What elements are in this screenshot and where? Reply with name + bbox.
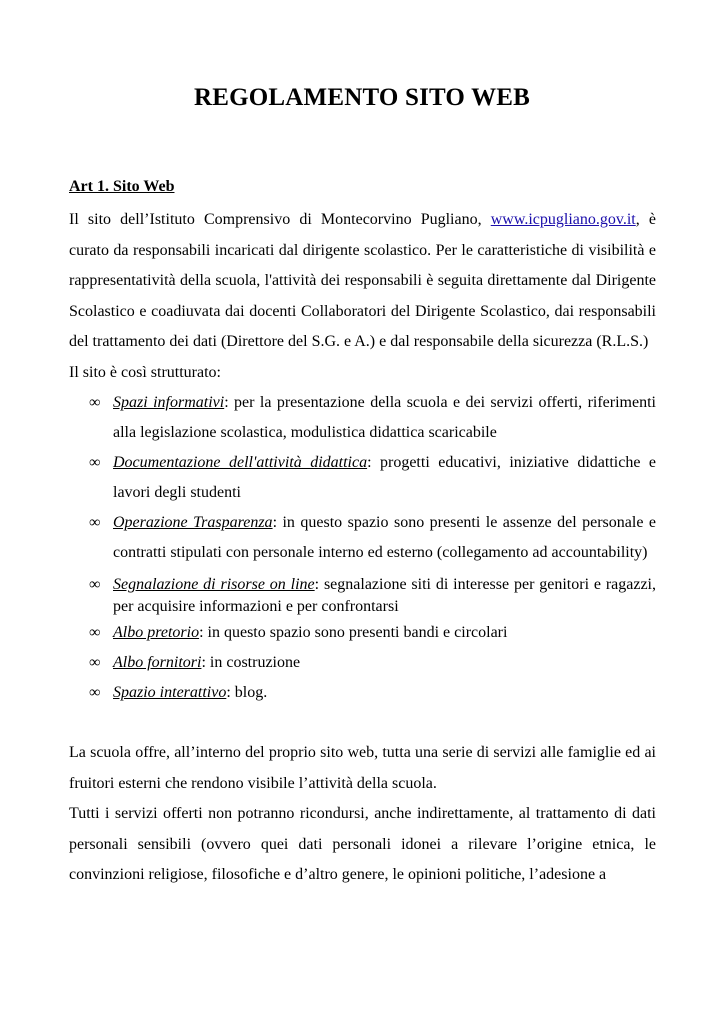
item-description: : in questo spazio sono presenti bandi e circolari: [199, 624, 508, 641]
item-term: Albo fornitori: [113, 654, 202, 671]
document-title: REGOLAMENTO SITO WEB: [193, 84, 531, 111]
privacy-paragraph: Tutti i servizi offerti non potranno ricondursi, anche indirettamente, al trattamento di dati personali sensibili (ovvero quei dati personali idonei a rilevare l’origine etnica, le convinzioni religiose, filosofiche e d’altro genere, le opinioni politiche, l’adesione a: [69, 805, 656, 883]
document-body: [69, 176, 656, 891]
services-paragraph: La scuola offre, all’interno del proprio sito web, tutta una serie di servizi alle famiglie ed ai fruitori esterni che rendono visibile l’attività della scuola.: [69, 744, 656, 792]
item-description: : in questo spazio sono presenti le assenze del personale e contratti stipulati con personale interno ed esterno (collegamento ad accountability): [113, 514, 656, 561]
item-description: : progetti educativi, iniziative didattiche e lavori degli studenti: [113, 454, 656, 501]
intro-text-end: , è curato da responsabili incaricati dal dirigente scolastico. Per le caratteristiche di visibilità e rappresentatività della scuola, l'attività dei responsabili è seguita direttamente dal Dirigente Scolastico e coadiuvata dai docenti Collaboratori del Dirigente Scolastico, dai responsabili del trattamento dei dati (Direttore del S.G. e A.) e dal responsabile della sicurezza (R.L.S.): [69, 211, 656, 350]
article-heading: Art 1. Sito Web: [69, 178, 175, 195]
list-item: [69, 678, 656, 708]
paragraph-gap: [69, 708, 656, 738]
list-item: [69, 574, 656, 618]
item-term: Operazione Trasparenza: [113, 514, 273, 531]
item-term: Documentazione dell'attività didattica: [113, 454, 368, 471]
item-term: Segnalazione di risorse on line: [113, 576, 315, 593]
list-item: [69, 448, 656, 508]
infinity-bullet-icon: ∞: [89, 394, 101, 411]
intro-text-start: Il sito dell’Istituto Comprensivo di Montecorvino Pugliano,: [69, 211, 491, 228]
item-term: Spazio interattivo: [113, 684, 227, 701]
list-item: [69, 618, 656, 648]
site-structure-list: [69, 388, 656, 708]
infinity-bullet-icon: ∞: [89, 624, 101, 641]
intro-paragraph: [69, 205, 656, 358]
infinity-bullet-icon: ∞: [89, 454, 101, 471]
item-term: Albo pretorio: [113, 624, 200, 641]
structure-intro: Il sito è così strutturato:: [69, 363, 221, 381]
item-description: : in costruzione: [201, 654, 301, 671]
infinity-bullet-icon: ∞: [89, 514, 101, 531]
list-item: [69, 508, 656, 568]
infinity-bullet-icon: ∞: [89, 684, 101, 701]
website-link[interactable]: www.icpugliano.gov.it: [490, 211, 636, 228]
infinity-bullet-icon: ∞: [89, 654, 101, 671]
list-item: [69, 388, 656, 448]
item-term: Spazi informativi: [113, 394, 225, 411]
item-description: : segnalazione siti di interesse per genitori e ragazzi, per acquisire informazioni e per confrontarsi: [113, 576, 657, 615]
item-description: : blog.: [226, 684, 268, 701]
list-item: [69, 648, 656, 678]
infinity-bullet-icon: ∞: [89, 576, 101, 593]
item-description: : per la presentazione della scuola e dei servizi offerti, riferimenti alla legislazione scolastica, modulistica didattica scaricabile: [113, 394, 656, 441]
